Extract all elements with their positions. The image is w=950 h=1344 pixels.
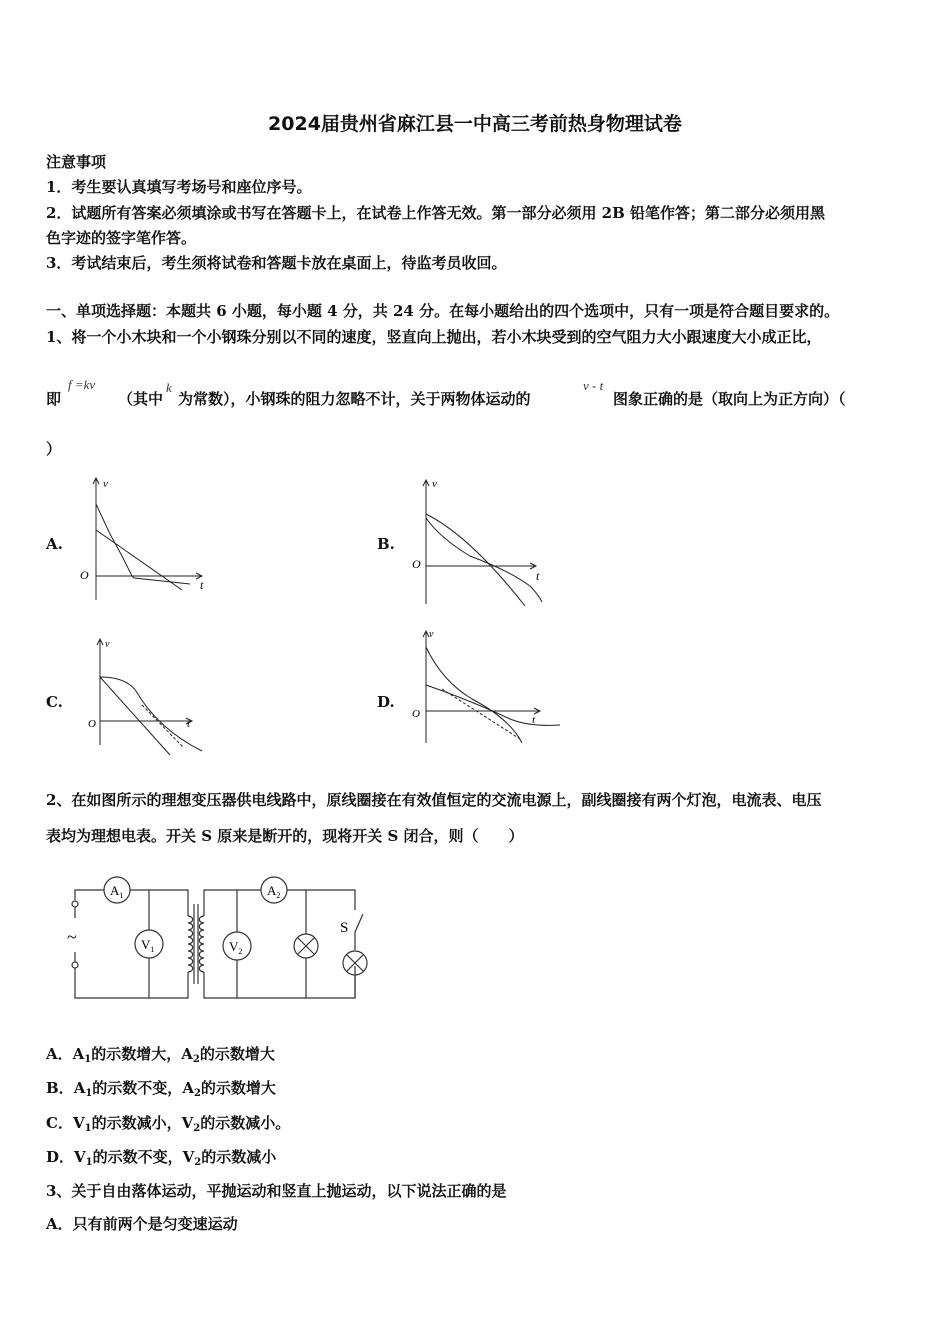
q1-option-c-label[interactable]: C.: [46, 693, 63, 711]
axis-t-label: t: [200, 578, 204, 592]
q1-text-mid1: （其中: [118, 390, 164, 408]
q1-option-d-label[interactable]: D.: [377, 693, 395, 711]
q2-stem-line2: 表均为理想电表。开关 S 原来是断开的，现将开关 S 闭合，则（ ）: [46, 827, 524, 845]
q1-prefix: 即: [46, 390, 62, 408]
ammeter-a2-label: $A_2$: [267, 883, 281, 900]
graph-d: [400, 627, 565, 752]
notice-heading: 注意事项: [46, 153, 107, 171]
graph-a: [70, 472, 230, 612]
q1-option-b-label[interactable]: B.: [377, 535, 395, 553]
q3-stem: 3、关于自由落体运动，平抛运动和竖直上抛运动，以下说法正确的是: [46, 1182, 507, 1200]
ammeter-a1-label: $A_1$: [110, 883, 124, 900]
axis-v-label: v: [432, 478, 437, 490]
notice-item: 色字迹的签字笔作答。: [46, 229, 197, 247]
source-symbol: ~: [67, 927, 77, 947]
axis-t-label: t: [187, 718, 191, 730]
axis-t-label: t: [536, 569, 540, 583]
graph-b: [400, 476, 560, 611]
section-heading: 一、单项选择题：本题共 6 小题，每小题 4 分，共 24 分。在每小题给出的四个选项中，只有一项是符合题目要求的。: [46, 302, 840, 320]
axis-v-label: v: [103, 478, 108, 490]
notice-item: 1．考生要认真填写考场号和座位序号。: [46, 178, 312, 196]
q2-stem-line1: 2、在如图所示的理想变压器供电线路中，原线圈接在有效值恒定的交流电源上，副线圈接有两个灯泡，电流表、电压: [46, 791, 822, 809]
q1-vt: v - t: [583, 378, 604, 393]
q2-option-a[interactable]: A．$A_1$的示数增大，$A_2$的示数增大: [46, 1045, 275, 1065]
axis-o-label: O: [88, 718, 96, 730]
axis-o-label: O: [412, 708, 420, 720]
q1-formula: f =kv: [68, 377, 96, 392]
q2-option-c[interactable]: C．$V_1$的示数减小，$V_2$的示数减小。: [46, 1114, 291, 1134]
axis-o-label: O: [412, 557, 421, 571]
q1-text-mid3: 图象正确的是（取向上为正方向）（: [613, 390, 846, 408]
q1-close-paren: ）: [46, 440, 62, 458]
q2-option-b[interactable]: B．$A_1$的示数不变，$A_2$的示数增大: [46, 1079, 276, 1099]
axis-v-label: v: [429, 629, 434, 640]
transformer-circuit: [58, 872, 378, 1007]
q1-option-a-label[interactable]: A.: [46, 535, 63, 553]
q1-k: k: [166, 380, 172, 395]
switch-s-label: S: [340, 920, 349, 936]
q1-text-mid2: 为常数），小钢珠的阻力忽略不计，关于两物体运动的: [178, 390, 531, 408]
q1-stem-line1: 1、将一个小木块和一个小钢珠分别以不同的速度，竖直向上抛出，若小木块受到的空气阻力大小跟速度大小成正比，: [46, 328, 822, 346]
notice-item: 3．考试结束后，考生须将试卷和答题卡放在桌面上，待监考员收回。: [46, 254, 507, 272]
axis-o-label: O: [80, 568, 89, 582]
q2-option-d[interactable]: D．$V_1$的示数不变，$V_2$的示数减小: [46, 1148, 277, 1168]
voltmeter-v2-label: $V_2$: [229, 939, 243, 956]
axis-v-label: v: [105, 639, 110, 650]
voltmeter-v1-label: $V_1$: [141, 937, 155, 954]
notice-item: 2．试题所有答案必须填涂或书写在答题卡上，在试卷上作答无效。第一部分必须用 2B 铅笔作答；第二部分必须用黑: [46, 204, 826, 222]
graph-c: [74, 633, 214, 758]
axis-t-label: t: [532, 714, 536, 726]
page-title: 2024届贵州省麻江县一中高三考前热身物理试卷: [268, 113, 682, 135]
q3-option-a[interactable]: A．只有前两个是匀变速运动: [46, 1215, 238, 1233]
